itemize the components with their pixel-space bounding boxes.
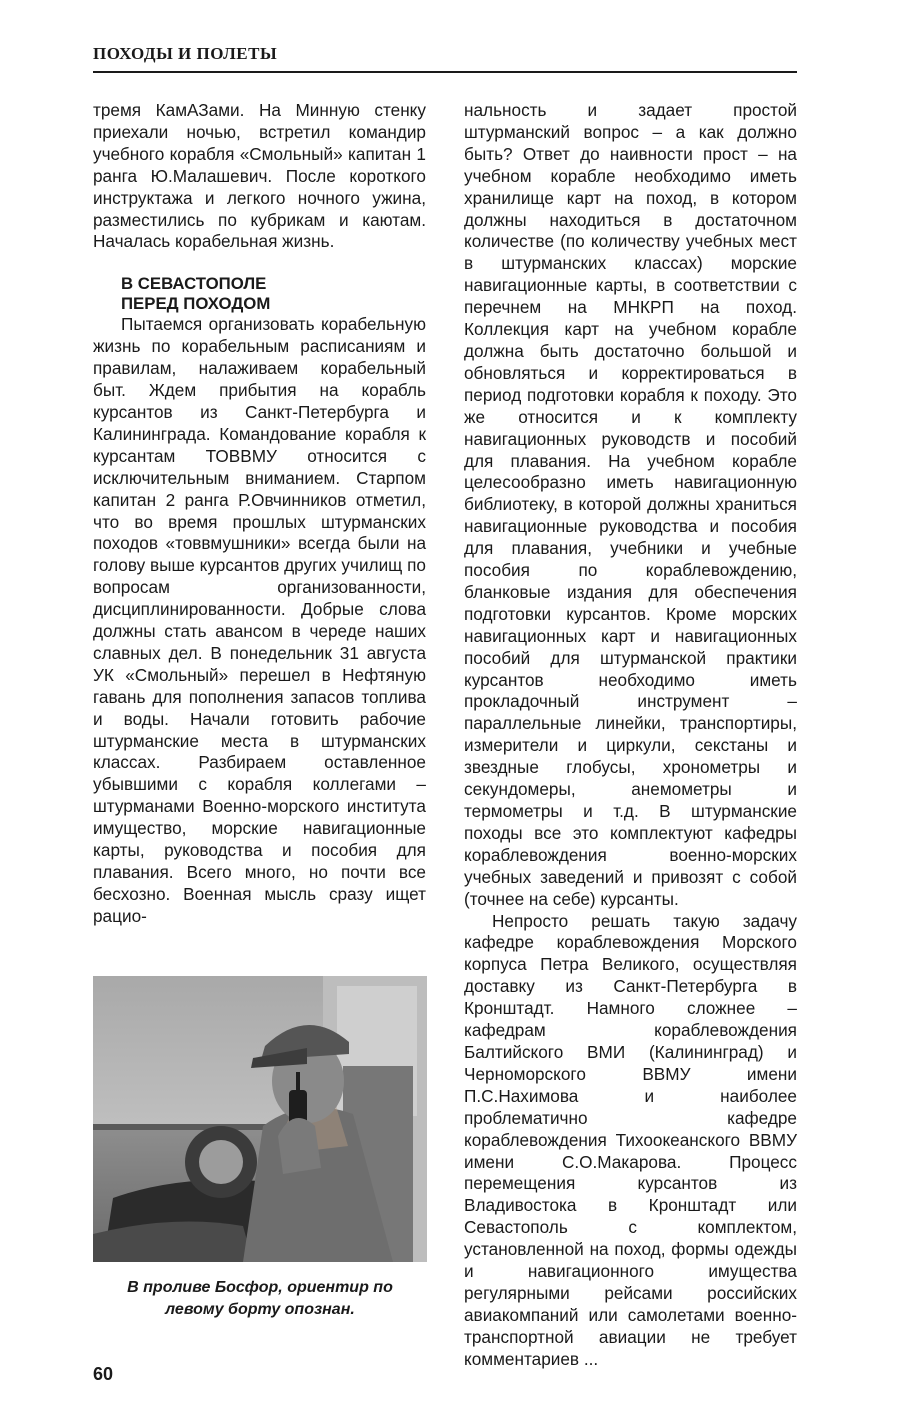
right-paragraph-2: Непросто решать такую задачу кафедре кораблевождения Морского корпуса Петра Великого, осуществляя доставку из Санкт-Петербурга в Кронштадт. Намного сложнее – кафедрам кораблевождения Балтийского ВМИ (Калининград) и Черноморского ВВМУ имени П.С.Нахимова и наиболее проблематично кафедре кораблевождения Тихоокеанского ВВМУ имени С.О.Макарова. Процесс перемещения курсантов из Владивостока в Кронштадт или Севастополь с комплектом, установленной на поход, формы одежды и навигационного имущества регулярными рейсами российских авиакомпаний или самолетами военно-транспортной авиации не требует комментариев ...	[464, 910, 797, 1369]
right-column	[464, 100, 797, 1371]
photo-sailor-with-radio	[93, 976, 427, 1262]
body-paragraph: Пытаемся организовать корабельную жизнь по корабельным расписаниям и правилам, налаживаем корабельный быт. Ждем прибытия на корабль курсантов из Санкт-Петербурга и Калининграда. Командование корабля к курсантам ТОВВМУ относится с исключительным вниманием. Старпом капитан 2 ранга Р.Овчинников отметил, что во время прошлых штурманских походов «товвмушники» всегда были на голову выше курсантов других училищ по вопросам организованности, дисциплинированности. Добрые слова должны стать авансом в череде наших славных дел. В понедельник 31 августа УК «Смольный» перешел в Нефтяную гавань для пополнения запасов топлива и воды. Начали готовить рабочие штурманские места в штурманских классах. Разбираем оставленное убывшими с корабля коллегами – штурманами Военно-морского института имущество, морские навигационные карты, руководства и пособия для плавания. Всего много, но почти все бесхозно. Военная мысль сразу ищет рацио-	[93, 314, 426, 926]
page-number: 60	[93, 1364, 114, 1384]
subheading-line-1: В СЕВАСТОПОЛЕ	[121, 274, 267, 294]
subheading-line-2: ПЕРЕД ПОХОДОМ	[121, 294, 271, 314]
header-rule	[93, 71, 797, 73]
photo-caption	[93, 1277, 427, 1321]
intro-paragraph: тремя КамАЗами. На Минную стенку приехали ночью, встретил командир учебного корабля «Смольный» капитан 1 ранга Ю.Малашевич. После короткого инструктажа и легкого ночного ужина, разместились по кубрикам и каютам. Началась корабельная жизнь.	[93, 100, 426, 252]
caption-line-2: левому борту опознан.	[165, 1301, 355, 1318]
right-paragraph-1: нальность и задает простой штурманский вопрос – а как должно быть? Ответ до наивности прост – на учебном корабле необходимо иметь хранилище карт на поход, в котором должны находиться в достаточном количестве (по количеству учебных мест в штурманских классах) морские навигационные карты, в соответствии с перечнем на МНКРП на поход. Коллекция карт на учебном корабле должна быть достаточно большой и обновляться и корректироваться в период подготовки корабля к походу. Это же относится и к комплекту навигационных руководств и пособий для плавания. На учебном корабле целесообразно иметь навигационную библиотеку, в которой должны храниться навигационные руководства и пособия для плавания, учебники и учебные пособия по кораблевождению, бланковые издания для обеспечения подготовки курсантов. Кроме морских навигационных карт и навигационных пособий для штурманской практики курсантов необходимо иметь прокладочный инструмент – параллельные линейки, транспортиры, измерители и циркули, секстаны и звездные глобусы, хронометры и секундомеры, анемометры и термометры и т.д. В штурманские походы все это комплектуют кафедры кораблевождения военно-морских учебных заведений и привозят с собой (точнее на себе) курсанты.	[464, 100, 797, 909]
caption-line-1: В проливе Босфор, ориентир по	[127, 1279, 393, 1296]
photo-illustration	[93, 976, 427, 1262]
subheading	[121, 274, 426, 314]
section-title: ПОХОДЫ И ПОЛЕТЫ	[93, 44, 278, 63]
left-column	[93, 100, 426, 928]
